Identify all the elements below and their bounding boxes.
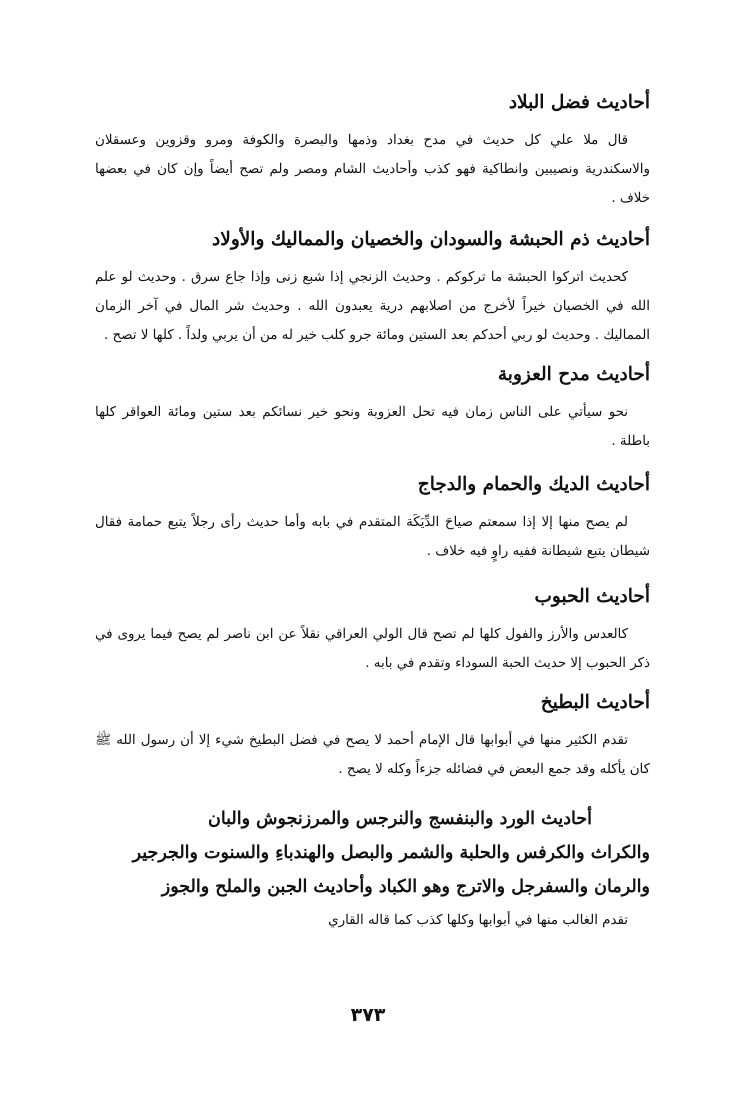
section-rooster-pigeon-chicken (95, 470, 650, 566)
section-body: نحو سيأتي على الناس زمان فيه تحل العزوبة ونحو خير نسائكم بعد ستين ومائة العواقر كلها باطلة . (95, 405, 650, 449)
section-body: كحديث اتركوا الحبشة ما تركوكم . وحديث الزنجي إذا شبع زنى وإذا جاع سرق . وحديث لو علم الله في الخصيان خيراً لأخرج من اصلابهم درية يعبدون الله . وحديث شر المال في آخر الزمان المماليك . وحديث لو ربي أحدكم بعد الستين ومائة جرو كلب خير له من أن يربي ولداً . كلها لا تصح . (95, 270, 650, 343)
section-heading-multiline (95, 802, 650, 904)
page-number: ٣٧٣ (350, 1004, 386, 1026)
page-content (95, 88, 650, 935)
section-grains (95, 582, 650, 678)
section-heading: أحاديث ذم الحبشة والسودان والخصيان والمماليك والأولاد (212, 229, 650, 250)
heading-line: أحاديث الورد والبنفسج والنرجس والمرزنجوش والبان (207, 809, 592, 829)
section-heading: أحاديث البطيخ (540, 692, 650, 713)
section-heading: أحاديث الحبوب (534, 586, 650, 607)
section-heading: أحاديث الديك والحمام والدجاج (417, 474, 650, 495)
section-heading: أحاديث فضل البلاد (508, 92, 650, 113)
heading-line: والرمان والسفرجل والاترج وهو الكباد وأحاديث الجبن والملح والجوز (161, 877, 650, 897)
section-heading: أحاديث مدح العزوبة (497, 364, 650, 385)
section-plants-and-foods (95, 802, 650, 935)
section-body: تقدم الغالب منها في أبوابها وكلها كذب كما قاله القاري (328, 913, 628, 928)
section-praise-celibacy (95, 360, 650, 456)
section-watermelon (95, 688, 650, 784)
section-virtues-of-lands (95, 88, 650, 213)
section-dispraise-groups (95, 225, 650, 350)
section-body: قال ملا علي كل حديث في مدح بغداد وذمها والبصرة والكوفة ومرو وقزوين وعسقلان والاسكندرية ونصيبين وانطاكية فهو كذب وأحاديث الشام ومصر ولم تصح أيضاً وإن كان في بعضها خلاف . (95, 133, 650, 206)
heading-line: والكراث والكرفس والحلبة والشمر والبصل والهندباءِ والسنوت والجرجير (132, 843, 650, 863)
section-body: لم يصح منها إلا إذا سمعتم صياحَ الدِّيَكَة المتقدم في بابه وأما حديث رأى رجلاً يتبع حمامة فقال شيطان يتبع شيطانة ففيه راوٍ فيه خلاف . (95, 515, 650, 559)
section-body: كالعدس والأرز والفول كلها لم تصح قال الولي العراقي نقلاً عن ابن ناصر لم يصح فيما يروى في ذكر الحبوب إلا حديث الحبة السوداء وتقدم في بابه . (95, 627, 650, 671)
section-body: تقدم الكثير منها في أبوابها قال الإمام أحمد لا يصح في فضل البطيخ شيء إلا أن رسول الله ﷺ كان يأكله وقد جمع البعض في فضائله جزءاً وكله لا يصح . (95, 733, 650, 777)
